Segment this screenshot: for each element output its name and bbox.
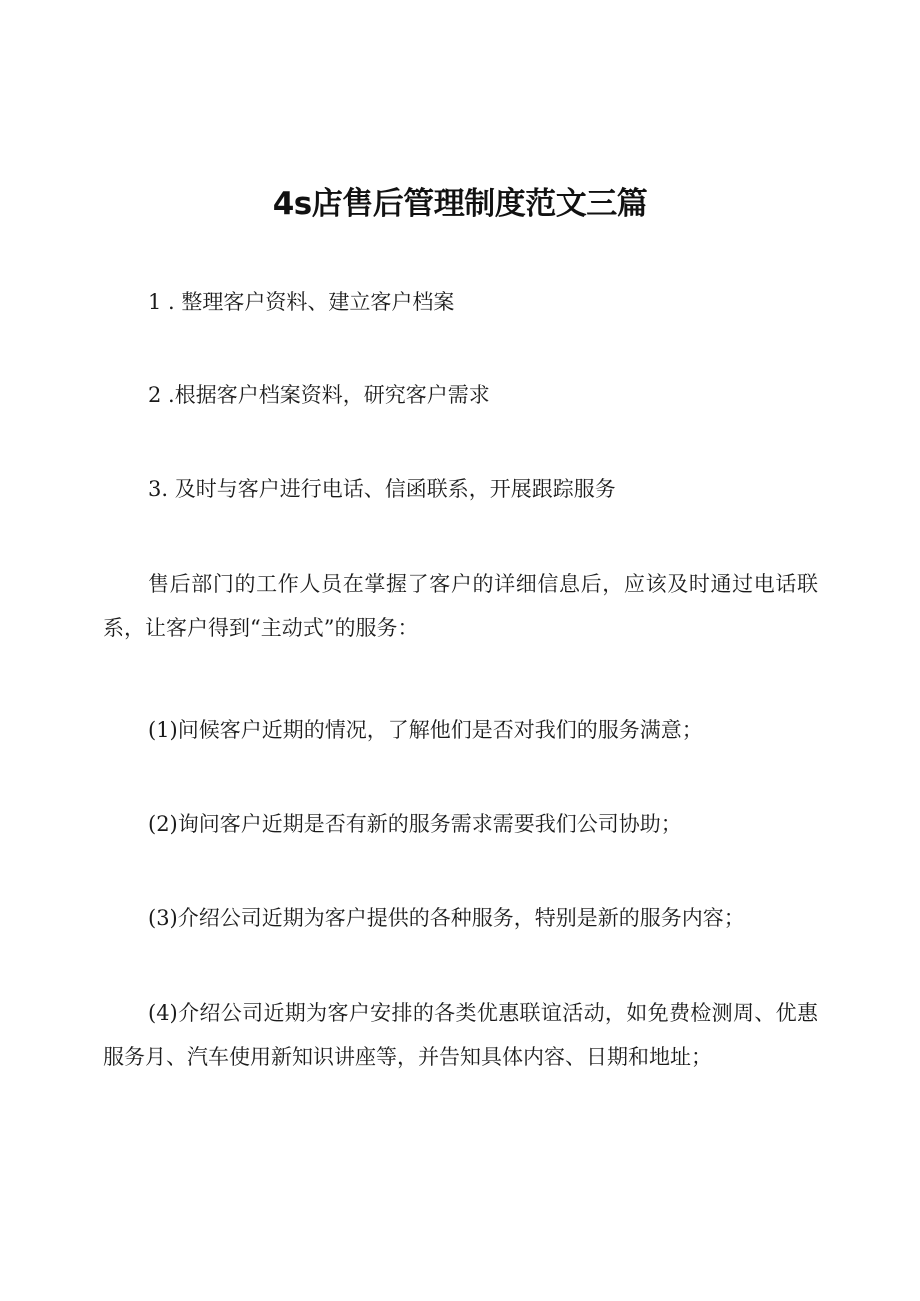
- paragraph-point-2: (2)询问客户近期是否有新的服务需求需要我们公司协助；: [148, 812, 682, 836]
- paragraph-point-3: (3)介绍公司近期为客户提供的各种服务，特别是新的服务内容；: [148, 906, 745, 930]
- document-title: 4s店售后管理制度范文三篇: [272, 186, 648, 222]
- paragraph-intro: 售后部门的工作人员在掌握了客户的详细信息后，应该及时通过电话联系，让客户得到“主动式”的服务：: [103, 572, 818, 640]
- paragraph-item-1: 1 . 整理客户资料、建立客户档案: [148, 290, 455, 314]
- paragraph-item-2: 2 .根据客户档案资料，研究客户需求: [148, 383, 490, 407]
- paragraph-point-4: (4)介绍公司近期为客户安排的各类优惠联谊活动，如免费检测周、优惠服务月、汽车使用新知识讲座等，并告知具体内容、日期和地址；: [103, 1001, 818, 1069]
- paragraph-item-3: 3. 及时与客户进行电话、信函联系，开展跟踪服务: [148, 477, 616, 501]
- paragraph-point-1: (1)问候客户近期的情况，了解他们是否对我们的服务满意；: [148, 718, 703, 742]
